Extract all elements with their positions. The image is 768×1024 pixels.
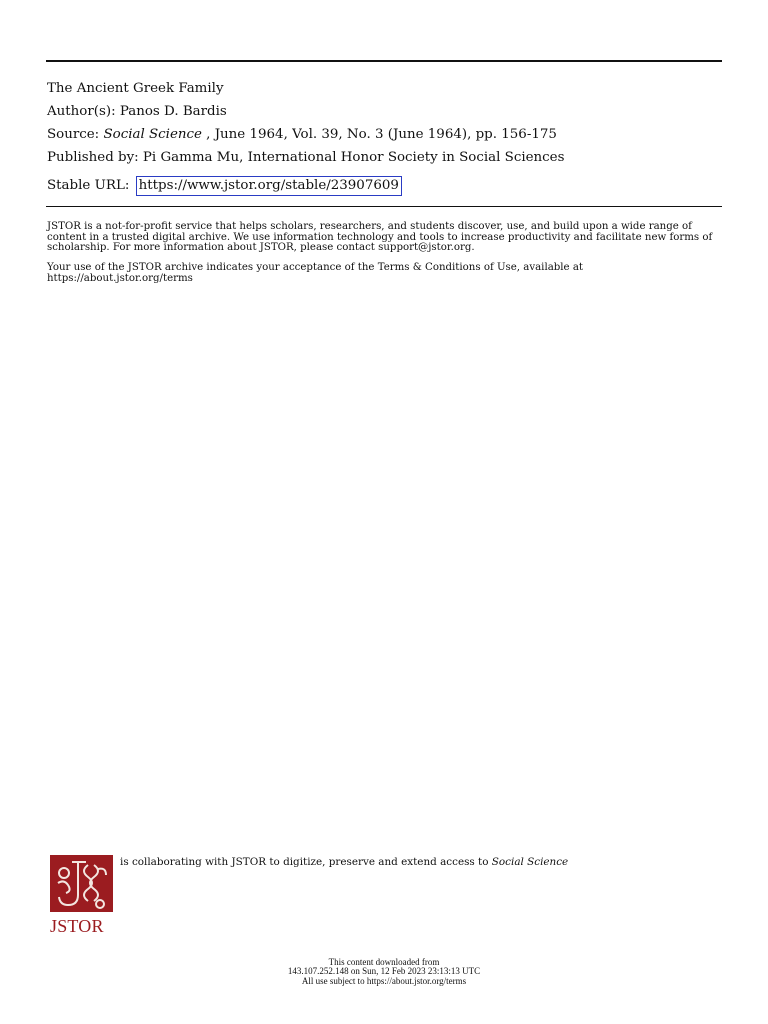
jstor-logo[interactable] xyxy=(50,855,114,935)
source-line xyxy=(47,127,557,143)
footer-line-3: All use subject to https://about.jstor.org/terms xyxy=(301,975,467,986)
authors-line: Author(s): Panos D. Bardis xyxy=(47,104,227,119)
stable-url-link[interactable]: https://www.jstor.org/stable/23907609 xyxy=(136,176,402,196)
collaboration-line xyxy=(120,856,568,868)
collaboration-journal: Social Science xyxy=(491,856,569,868)
footer-line-1: This content downloaded from xyxy=(328,957,440,967)
terms-notice: Your use of the JSTOR archive indicates your acceptance of the Terms & Conditions of Use, available at https://about.jstor.org/terms xyxy=(47,262,583,284)
download-footer xyxy=(0,958,768,986)
jstor-notice: JSTOR is a not-for-profit service that helps scholars, researchers, and students discover, use, and build upon a wide range of content in a trusted digital archive. We use information technology and tools to increase productivity and facilitate new forms of scholarship. For more information about JSTOR, please contact support@jstor.org. xyxy=(47,221,713,254)
footer-line-2: 143.107.252.148 on Sun, 12 Feb 2023 23:13:13 UTC xyxy=(287,966,481,977)
stable-url-line xyxy=(47,176,402,196)
jstor-logo-icon xyxy=(50,855,113,912)
article-title: The Ancient Greek Family xyxy=(47,81,224,96)
jstor-logo-text: JSTOR xyxy=(50,916,104,936)
source-details: , June 1964, Vol. 39, No. 3 (June 1964), pp. 156-175 xyxy=(201,127,557,142)
source-journal: Social Science xyxy=(103,127,202,142)
collaboration-text: is collaborating with JSTOR to digitize, preserve and extend access to xyxy=(120,856,492,868)
source-prefix: Source: xyxy=(47,127,104,142)
publisher-line: Published by: Pi Gamma Mu, International Honor Society in Social Sciences xyxy=(47,150,565,165)
separator-rule xyxy=(46,206,722,207)
stable-url-label: Stable URL: xyxy=(47,178,134,193)
top-rule xyxy=(46,60,722,62)
